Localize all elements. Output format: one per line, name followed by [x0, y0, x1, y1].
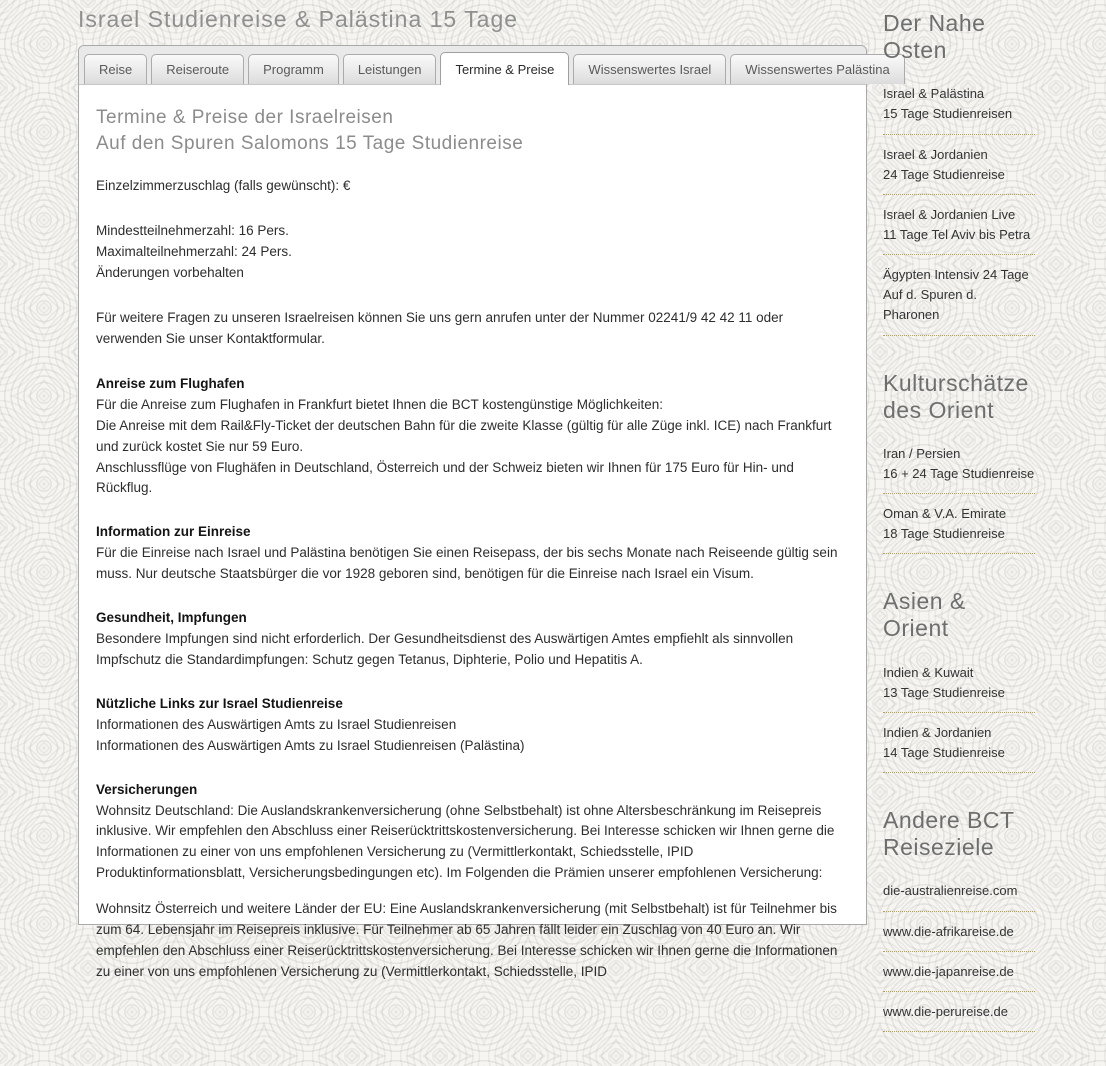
- paragraph: [96, 629, 846, 671]
- sidebar-link-die-australienreise-com[interactable]: [883, 881, 1035, 911]
- sidebar-section-asien-orient: [883, 588, 1035, 773]
- section-gesundheit-impfungen: [96, 608, 846, 671]
- page-title: Israel Studienreise & Palästina 15 Tage: [78, 6, 519, 32]
- sidebar-link-www-die-perureise-de[interactable]: [883, 1002, 1035, 1032]
- sidebar-link-indien-jordanien[interactable]: [883, 723, 1035, 773]
- section-anreise-zum-flughafen: [96, 374, 846, 500]
- single-room-surcharge: Einzelzimmerzuschlag (falls gewünscht): €: [96, 178, 351, 194]
- sidebar-heading: Asien & Orient: [883, 588, 966, 642]
- section-information-zur-einreise: [96, 522, 846, 585]
- tab-panel-termine-preise: [79, 85, 866, 1026]
- tab-programm[interactable]: Programm: [248, 54, 339, 84]
- sidebar-link-title: Oman & V.A. Emirate: [883, 506, 1007, 522]
- sidebar-link-www-die-afrikareise-de[interactable]: [883, 922, 1035, 952]
- section-heading: Information zur Einreise: [96, 524, 251, 540]
- participants-block: [96, 221, 846, 284]
- paragraph: [96, 543, 846, 585]
- useful-link[interactable]: Informationen des Auswärtigen Amts zu Israel Studienreisen (Palästina): [96, 737, 525, 753]
- content-heading-line1: Termine & Preise der Israelreisen: [96, 107, 394, 128]
- section-versicherungen: [96, 780, 846, 983]
- sidebar-link-indien-kuwait[interactable]: [883, 663, 1035, 713]
- section-n-tzliche-links-zur-israel-studienreise: [96, 694, 846, 757]
- sidebar-section-der-nahe-osten: [883, 10, 1035, 336]
- sidebar-link-israel-jordanien[interactable]: [883, 145, 1035, 195]
- tab-wissenswertes-pal-stina[interactable]: Wissenswertes Palästina: [730, 54, 905, 84]
- max-participants: Maximalteilnehmerzahl: 24 Pers.: [96, 244, 292, 260]
- sidebar-section-andere-bct-reiseziele: [883, 807, 1035, 1032]
- section-heading: Versicherungen: [96, 781, 198, 797]
- paragraph-line: Die Anreise mit dem Rail&Fly-Ticket der deutschen Bahn für die zweite Klasse (gültig für alle Züge inkl. ICE) nach Frankfurt und zurück kostet Sie nur 59 Euro.: [96, 417, 832, 454]
- content-sections: [96, 374, 846, 983]
- paragraph-line: Wohnsitz Deutschland: Die Auslandskrankenversicherung (ohne Selbstbehalt) ist ohne Altersbeschränkung im Reisepreis inklusive. Wir empfehlen den Abschluss einer Reiserücktrittskostenversicherung. Bei Interesse schicken wir Ihnen gerne die Informationen zu einer von uns empfohlenen Versicherung zu (Vermittlerkontakt, Schiedsstelle, IPID Produktinformationsblatt, Versicherungsbedingungen etc). Im Folgenden die Prämien unserer empfohlenen Versicherung:: [96, 802, 835, 881]
- sidebar-link-subtitle: 15 Tage Studienreisen: [883, 106, 1013, 122]
- sidebar-section-kultursch-tze-des-orient: [883, 370, 1035, 555]
- paragraph-line: Besondere Impfungen sind nicht erforderlich. Der Gesundheitsdienst des Auswärtigen Amtes empfiehlt als sinnvollen Impfschutz die Standardimpfungen: Schutz gegen Tetanus, Diphterie, Polio und Hepatitis A.: [96, 631, 794, 667]
- sidebar-heading: Andere BCT Reiseziele: [883, 807, 1015, 861]
- sidebar-link-israel-pal-stina[interactable]: [883, 84, 1035, 134]
- min-participants: Mindestteilnehmerzahl: 16 Pers.: [96, 223, 289, 239]
- sidebar-link-www-die-japanreise-de[interactable]: [883, 962, 1035, 992]
- useful-link[interactable]: Informationen des Auswärtigen Amts zu Israel Studienreisen: [96, 716, 457, 732]
- sidebar-link-title: www.die-afrikareise.de: [883, 923, 1014, 939]
- sidebar-link-subtitle: 24 Tage Studienreise: [883, 166, 1005, 182]
- sidebar-link-subtitle: 18 Tage Studienreise: [883, 526, 1005, 542]
- sidebar-heading: Kulturschätze des Orient: [883, 369, 1029, 423]
- sidebar-link-title: Israel & Jordanien: [883, 146, 988, 162]
- tab-termine-preise[interactable]: Termine & Preise: [440, 52, 569, 85]
- tab-reise[interactable]: Reise: [84, 54, 147, 84]
- sidebar-link-title: Indien & Jordanien: [883, 724, 992, 740]
- sidebar-link-israel-jordanien-live[interactable]: [883, 205, 1035, 255]
- paragraph-line: Anschlussflüge von Flughäfen in Deutschland, Österreich und der Schweiz bieten wir Ihnen für 175 Euro für Hin- und Rückflug.: [96, 459, 794, 496]
- paragraph-line: Für die Anreise zum Flughafen in Frankfurt bietet Ihnen die BCT kostengünstige Möglichkeiten:: [96, 396, 664, 412]
- paragraph-line: Wohnsitz Österreich und weitere Länder der EU: Eine Auslandskrankenversicherung (mit Selbstbehalt) ist für Teilnehmer bis zum 64. Lebensjahr im Reisepreis inklusive. Für Teilnehmer ab 65 Jahren fällt leider ein Zuschlag von 40 Euro an. Wir empfehlen den Abschluss einer Reiserücktrittskostenversicherung. Bei Interesse schicken wir Ihnen gerne die Informationen zu einer von uns empfohlenen Versicherung zu (Vermittlerkontakt, Schiedsstelle, IPID: [96, 901, 838, 980]
- paragraph: [96, 801, 846, 885]
- sidebar-link-title: www.die-perureise.de: [883, 1003, 1009, 1019]
- contact-paragraph: Für weitere Fragen zu unseren Israelreisen können Sie uns gern anrufen unter der Nummer 02241/9 42 42 11 oder verwenden Sie unser Kontaktformular.: [96, 309, 784, 346]
- paragraph-line: Für die Einreise nach Israel und Palästina benötigen Sie einen Reisepass, der bis sechs Monate nach Reiseende gültig sein muss. Nur deutsche Staatsbürger die vor 1928 geboren sind, benötigen für die Einreise nach Israel ein Visum.: [96, 545, 838, 582]
- sidebar-link-title: Israel & Palästina: [883, 86, 985, 102]
- content-heading-line2: Auf den Spuren Salomons 15 Tage Studienreise: [96, 132, 524, 154]
- sidebar: [883, 10, 1035, 1066]
- sidebar-heading: Der Nahe Osten: [883, 10, 986, 64]
- tab-wissenswertes-israel[interactable]: Wissenswertes Israel: [573, 54, 726, 84]
- content-panel: [78, 45, 890, 980]
- sidebar-link-gypten-intensiv-24-tage[interactable]: [883, 265, 1035, 335]
- sidebar-link-subtitle: 11 Tage Tel Aviv bis Petra: [883, 226, 1031, 242]
- paragraph: [96, 899, 846, 983]
- section-heading: Anreise zum Flughafen: [96, 375, 245, 391]
- sidebar-link-subtitle: 16 + 24 Tage Studienreise: [883, 465, 1035, 481]
- sidebar-link-oman-v-a-emirate[interactable]: [883, 504, 1035, 554]
- sidebar-link-title: Iran / Persien: [883, 445, 961, 461]
- content-heading: [96, 105, 846, 156]
- sidebar-link-subtitle: Auf d. Spuren d. Pharonen: [883, 287, 977, 323]
- tab-leistungen[interactable]: Leistungen: [343, 54, 437, 84]
- tab-bar: [79, 46, 890, 85]
- sidebar-link-title: die-australienreise.com: [883, 883, 1018, 899]
- sidebar-link-title: Indien & Kuwait: [883, 664, 974, 680]
- sidebar-link-subtitle: 13 Tage Studienreise: [883, 684, 1005, 700]
- sidebar-link-title: www.die-japanreise.de: [883, 963, 1014, 979]
- changes-note: Änderungen vorbehalten: [96, 265, 244, 281]
- section-heading: Nützliche Links zur Israel Studienreise: [96, 695, 343, 711]
- section-heading: Gesundheit, Impfungen: [96, 610, 247, 626]
- sidebar-link-subtitle: 14 Tage Studienreise: [883, 745, 1005, 760]
- paragraph: [96, 395, 846, 500]
- tab-reiseroute[interactable]: Reiseroute: [151, 54, 244, 84]
- sidebar-link-title: Israel & Jordanien Live: [883, 206, 1016, 222]
- sidebar-link-title: Ägypten Intensiv 24 Tage: [883, 267, 1029, 283]
- sidebar-link-iran-persien[interactable]: [883, 444, 1035, 494]
